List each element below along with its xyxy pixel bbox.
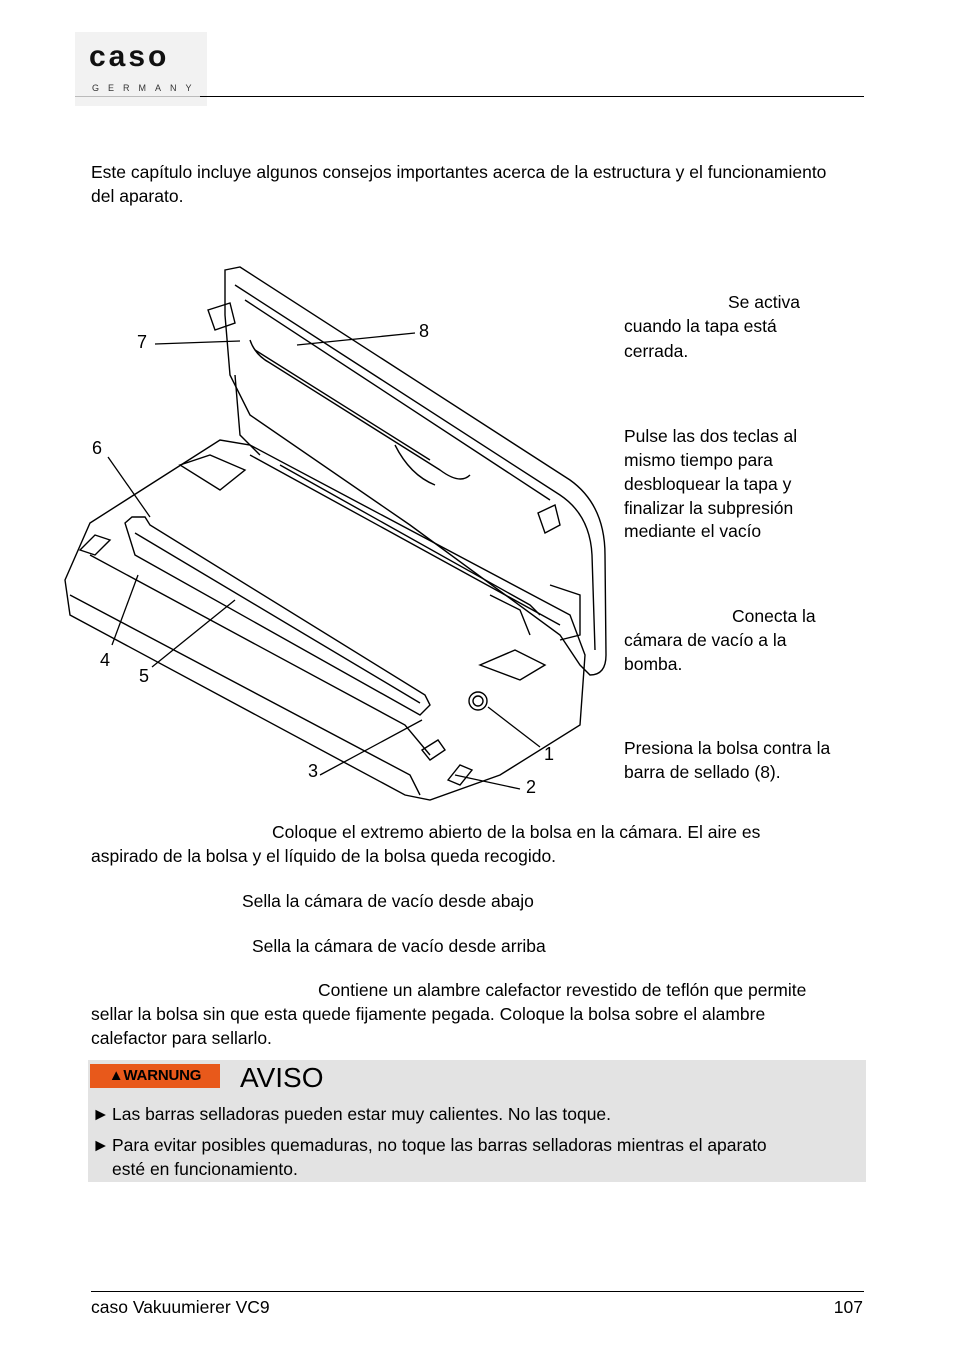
device-diagram <box>50 255 620 815</box>
label-6: 6 <box>92 438 103 458</box>
label-7: 7 <box>137 332 148 352</box>
label-1: 1 <box>544 744 555 764</box>
lid-drawing <box>208 267 606 675</box>
warning-box <box>88 1060 866 1182</box>
label-2: 2 <box>526 777 537 797</box>
note-line: finalizar la subpresión <box>624 498 794 518</box>
logo-text: caso <box>89 40 170 73</box>
page-number: 107 <box>833 1297 863 1317</box>
warning-item-continued: esté en funcionamiento. <box>112 1159 298 1179</box>
warning-title: AVISO <box>240 1062 324 1093</box>
note-line: cámara de vacío a la <box>624 630 787 650</box>
bullet-arrow-icon: ► <box>92 1104 110 1124</box>
label-4: 4 <box>100 650 111 670</box>
brand-logo <box>75 32 207 106</box>
note-line: barra de sellado (8). <box>624 762 781 782</box>
note-line: Conecta la <box>732 606 816 626</box>
warning-badge: ▲WARNUNG <box>90 1064 220 1088</box>
note-line: desbloquear la tapa y <box>624 474 792 494</box>
description-line: Coloque el extremo abierto de la bolsa en la cámara. El aire es <box>272 822 761 842</box>
leader-lines <box>108 333 540 789</box>
note-line: Pulse las dos teclas al <box>624 426 798 446</box>
note-line: mismo tiempo para <box>624 450 773 470</box>
warning-item: ► Las barras selladoras pueden estar muy calientes. No las toque. <box>92 1104 612 1124</box>
label-8: 8 <box>419 321 430 341</box>
description-line: Sella la cámara de vacío desde abajo <box>242 891 534 911</box>
note-line: bomba. <box>624 654 683 674</box>
footer-divider <box>91 1291 864 1292</box>
bullet-arrow-icon: ► <box>92 1135 110 1155</box>
header-divider <box>200 96 864 97</box>
footer-title: caso Vakuumierer VC9 <box>91 1297 270 1317</box>
description-line: calefactor para sellarlo. <box>91 1028 272 1048</box>
logo-subtext: GERMANY <box>92 83 201 93</box>
description-line: Contiene un alambre calefactor revestido de teflón que permite <box>318 980 807 1000</box>
header-divider-left <box>75 96 205 97</box>
warning-item: ► Para evitar posibles quemaduras, no toque las barras selladoras mientras el aparato <box>92 1135 767 1155</box>
intro-paragraph: Este capítulo incluye algunos consejos importantes acerca de la estructura y el funcionamiento del aparato. <box>91 162 827 206</box>
label-3: 3 <box>308 761 319 781</box>
note-line: mediante el vacío <box>624 521 762 541</box>
base-drawing <box>65 440 585 800</box>
label-5: 5 <box>139 666 150 686</box>
note-line: Se activa <box>728 292 800 312</box>
note-line: cerrada. <box>624 341 689 361</box>
note-line: Presiona la bolsa contra la <box>624 738 831 758</box>
description-line: aspirado de la bolsa y el líquido de la bolsa queda recogido. <box>91 846 557 866</box>
description-line: Sella la cámara de vacío desde arriba <box>252 936 546 956</box>
description-line: sellar la bolsa sin que esta quede fijamente pegada. Coloque la bolsa sobre el alambre <box>91 1004 766 1024</box>
note-line: cuando la tapa está <box>624 316 777 336</box>
